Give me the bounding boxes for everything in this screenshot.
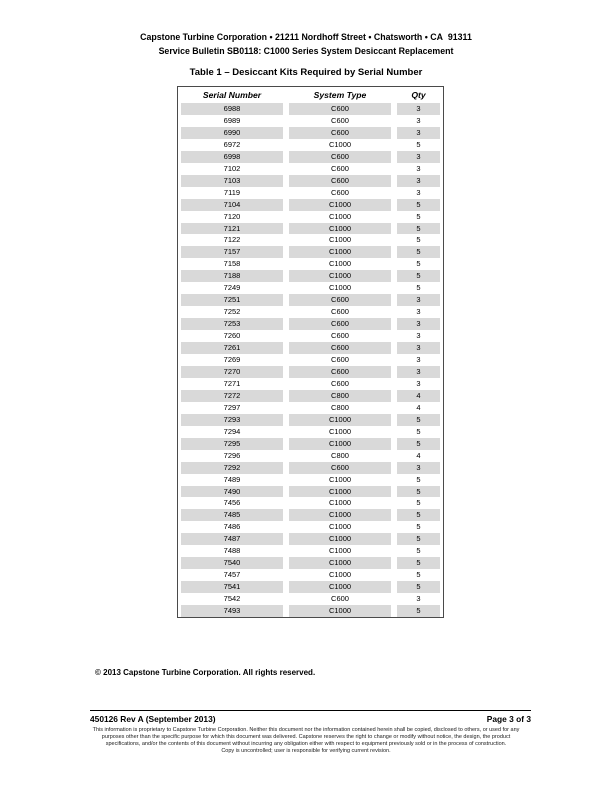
footer-divider [90, 710, 531, 711]
table-row [178, 533, 443, 545]
table-cell: 3 [394, 342, 443, 354]
table-cell: 7103 [178, 175, 286, 187]
table-cell: 7486 [223, 522, 241, 532]
copyright-notice: © 2013 Capstone Turbine Corporation. All rights reserved. [95, 668, 316, 677]
table-cell: C600 [331, 355, 349, 365]
table-cell: 3 [394, 366, 443, 378]
table-cell: 3 [416, 187, 421, 197]
table-cell: 5 [416, 139, 421, 149]
table-cell: C1000 [328, 546, 352, 556]
table-cell: 6988 [178, 103, 286, 115]
table-cell: 3 [394, 462, 443, 474]
table-cell: 5 [394, 270, 443, 282]
table-cell: C1000 [286, 223, 394, 235]
table-row [178, 557, 443, 569]
table-row [178, 330, 443, 342]
table-cell: 3 [416, 163, 421, 173]
table-row [178, 223, 443, 235]
table-cell: C600 [286, 103, 394, 115]
legal-line: This information is proprietary to Capstone Turbine Corporation. Neither this document nor the information contained herein shall be copied, disclosed to others, or used for any [92, 727, 520, 733]
column-header-qty: Qty [394, 87, 443, 103]
table-row [178, 605, 443, 617]
table-cell: 6990 [178, 127, 286, 139]
table-cell: 7157 [178, 246, 286, 258]
table-row [178, 581, 443, 593]
table-cell: 7490 [178, 486, 286, 498]
table-cell: 7457 [223, 570, 241, 580]
table-row [178, 521, 443, 533]
table-row [178, 163, 443, 175]
table-row [178, 569, 443, 581]
table-cell: 7253 [178, 318, 286, 330]
table-cell: 7251 [178, 294, 286, 306]
table-cell: C1000 [286, 557, 394, 569]
table-row [178, 199, 443, 211]
table-cell: C1000 [286, 533, 394, 545]
document-header [0, 31, 612, 58]
table-cell: 3 [416, 594, 421, 604]
table-cell: C800 [286, 390, 394, 402]
table-cell: C1000 [286, 605, 394, 617]
table-cell: 5 [416, 283, 421, 293]
table-row [178, 474, 443, 486]
table-cell: 7542 [223, 594, 241, 604]
table-cell: C600 [286, 318, 394, 330]
legal-line: specifications, and/or the contents of this document without incurring any obligation either with respect to equipment previously sold or in the process of construction. [105, 741, 507, 747]
table-row [178, 354, 443, 366]
table-cell: C800 [331, 402, 349, 412]
table-cell: C600 [286, 127, 394, 139]
table-row [178, 486, 443, 498]
table-row [178, 151, 443, 163]
table-cell: 7293 [178, 414, 286, 426]
table-cell: 7296 [223, 450, 241, 460]
table-cell: 4 [394, 390, 443, 402]
table-row [178, 127, 443, 139]
table-cell: 7488 [223, 546, 241, 556]
table-cell: 6998 [178, 151, 286, 163]
table-cell: C600 [286, 366, 394, 378]
table-cell: 7104 [178, 199, 286, 211]
table-cell: 3 [416, 307, 421, 317]
table-cell: 7119 [223, 187, 241, 197]
table-cell: 3 [416, 331, 421, 341]
table-row [178, 497, 443, 509]
table-cell: 7270 [178, 366, 286, 378]
table-row [178, 306, 443, 318]
table-row [178, 462, 443, 474]
table-row [178, 270, 443, 282]
table-cell: 7271 [223, 378, 241, 388]
table-cell: C1000 [328, 211, 352, 221]
table-cell: 3 [394, 294, 443, 306]
table-row [178, 294, 443, 306]
table-cell: C1000 [286, 438, 394, 450]
table-row [178, 342, 443, 354]
column-header-serial-number: Serial Number [178, 87, 286, 103]
table-row [178, 593, 443, 605]
table-cell: 3 [416, 378, 421, 388]
table-cell: 5 [416, 498, 421, 508]
table-cell: C1000 [286, 270, 394, 282]
bulletin-title-line: Service Bulletin SB0118: C1000 Series System Desiccant Replacement [158, 45, 454, 56]
table-row [178, 187, 443, 199]
table-cell: C1000 [328, 522, 352, 532]
table-row [178, 282, 443, 294]
table-cell: 7158 [223, 259, 241, 269]
desiccant-kits-table [177, 86, 444, 618]
table-cell: 3 [416, 115, 421, 125]
table-row [178, 246, 443, 258]
table-cell: C1000 [286, 486, 394, 498]
table-cell: C800 [331, 450, 349, 460]
table-cell: 7485 [178, 509, 286, 521]
table-cell: C600 [286, 294, 394, 306]
table-cell: 5 [394, 605, 443, 617]
table-cell: 4 [416, 402, 421, 412]
table-cell: C600 [286, 342, 394, 354]
table-cell: 5 [416, 546, 421, 556]
table-cell: 7188 [178, 270, 286, 282]
table-row [178, 438, 443, 450]
table-cell: 7294 [223, 426, 241, 436]
table-row [178, 366, 443, 378]
table-row [178, 115, 443, 127]
table-cell: 7493 [178, 605, 286, 617]
table-row [178, 426, 443, 438]
table-cell: 6989 [223, 115, 241, 125]
table-header-row [178, 87, 443, 103]
table-cell: 5 [394, 246, 443, 258]
table-cell: C1000 [286, 581, 394, 593]
table-cell: 5 [394, 223, 443, 235]
legal-line: Copy is uncontrolled; user is responsible for verifying current revision. [221, 748, 391, 754]
table-cell: C600 [331, 331, 349, 341]
table-cell: C1000 [328, 283, 352, 293]
table-cell: C600 [331, 378, 349, 388]
table-cell: C600 [331, 187, 349, 197]
table-cell: 7249 [223, 283, 241, 293]
table-cell: 4 [416, 450, 421, 460]
table-cell: 5 [394, 509, 443, 521]
footer-line [90, 714, 531, 724]
table-cell: 5 [416, 426, 421, 436]
table-cell: 7122 [223, 235, 241, 245]
table-cell: 7102 [223, 163, 241, 173]
table-cell: 5 [394, 438, 443, 450]
table-cell: C1000 [286, 199, 394, 211]
table-row [178, 414, 443, 426]
table-row [178, 390, 443, 402]
table-row [178, 545, 443, 557]
legal-disclaimer [30, 727, 582, 755]
table-cell: 5 [416, 522, 421, 532]
table-cell: 7541 [178, 581, 286, 593]
table-cell: 5 [394, 533, 443, 545]
desiccant-table-container [177, 86, 444, 618]
table-cell: C1000 [286, 509, 394, 521]
table-cell: 7121 [178, 223, 286, 235]
table-row [178, 509, 443, 521]
table-row [178, 402, 443, 414]
table-cell: 3 [394, 175, 443, 187]
table-cell: 5 [394, 581, 443, 593]
table-cell: 7261 [178, 342, 286, 354]
column-header-system-type: System Type [286, 87, 394, 103]
table-cell: C600 [286, 175, 394, 187]
table-cell: C1000 [328, 498, 352, 508]
table-cell: C1000 [328, 139, 352, 149]
table-cell: 7456 [223, 498, 241, 508]
desiccant-table-body [178, 103, 443, 617]
table-cell: 7489 [223, 474, 241, 484]
legal-line: purposes other than the specific purpose for which this document was delivered. Capstone reserves the right to change or modify without notice, the design, the product [101, 734, 511, 740]
table-cell: 7292 [178, 462, 286, 474]
table-cell: C1000 [328, 426, 352, 436]
table-row [178, 103, 443, 115]
table-row [178, 139, 443, 151]
table-cell: 5 [416, 211, 421, 221]
table-cell: C1000 [328, 570, 352, 580]
table-cell: C1000 [286, 246, 394, 258]
page-number: Page 3 of 3 [486, 714, 531, 724]
table-row [178, 450, 443, 462]
table-cell: 7269 [223, 355, 241, 365]
table-row [178, 378, 443, 390]
table-row [178, 258, 443, 270]
table-cell: 3 [416, 355, 421, 365]
table-cell: 3 [394, 151, 443, 163]
table-cell: C600 [286, 462, 394, 474]
table-cell: C600 [331, 594, 349, 604]
table-cell: 5 [416, 259, 421, 269]
table-row [178, 318, 443, 330]
table-cell: C600 [331, 307, 349, 317]
table-cell: 7487 [178, 533, 286, 545]
table-cell: 5 [394, 486, 443, 498]
table-row [178, 175, 443, 187]
document-revision: 450126 Rev A (September 2013) [90, 714, 216, 724]
table-cell: 5 [416, 570, 421, 580]
table-cell: 5 [416, 235, 421, 245]
table-cell: C600 [331, 163, 349, 173]
table-cell: 3 [394, 103, 443, 115]
table-row [178, 234, 443, 246]
table-cell: 7272 [178, 390, 286, 402]
table-cell: 7252 [223, 307, 241, 317]
table-cell: C1000 [328, 474, 352, 484]
table-cell: C1000 [328, 235, 352, 245]
table-cell: 7540 [178, 557, 286, 569]
table-cell: 6972 [223, 139, 241, 149]
table-cell: C600 [331, 115, 349, 125]
table-cell: C600 [286, 151, 394, 163]
company-address-line: Capstone Turbine Corporation • 21211 Nordhoff Street • Chatsworth • CA 91311 [140, 32, 472, 42]
table-cell: 7297 [223, 402, 241, 412]
table-caption: Table 1 – Desiccant Kits Required by Serial Number [189, 67, 423, 78]
table-cell: 5 [416, 474, 421, 484]
table-cell: 7120 [223, 211, 241, 221]
table-cell: 7295 [178, 438, 286, 450]
table-cell: C1000 [286, 414, 394, 426]
table-cell: 3 [394, 318, 443, 330]
table-cell: 3 [394, 127, 443, 139]
table-cell: 7260 [223, 331, 241, 341]
table-row [178, 211, 443, 223]
table-cell: 5 [394, 414, 443, 426]
table-cell: 5 [394, 557, 443, 569]
table-cell: 5 [394, 199, 443, 211]
table-cell: C1000 [328, 259, 352, 269]
